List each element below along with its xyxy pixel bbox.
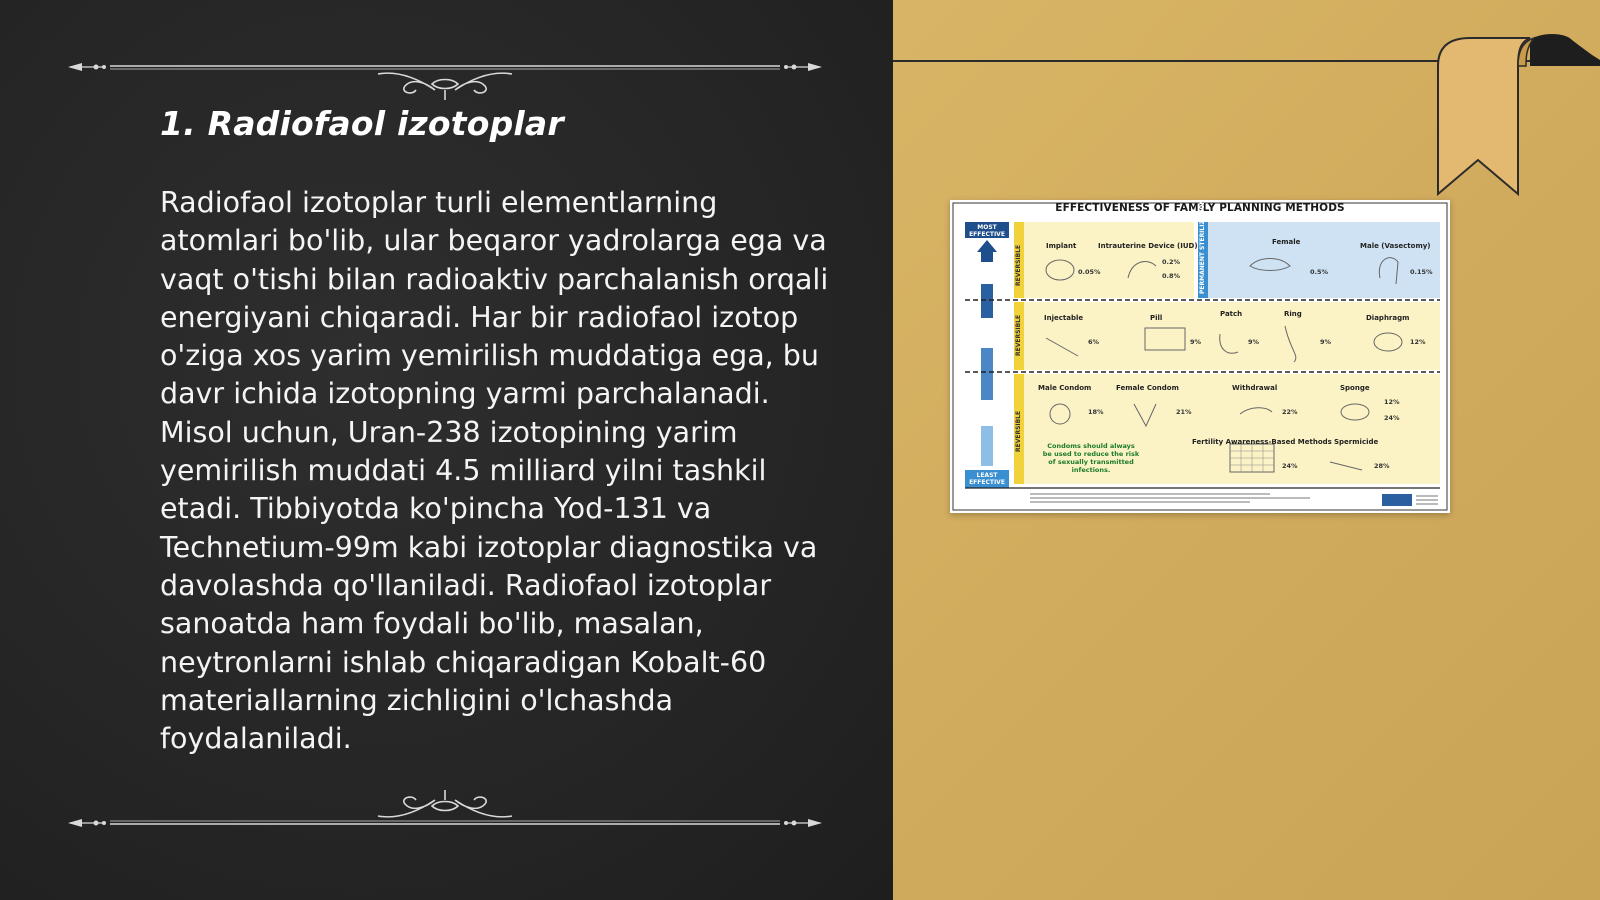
rate-injectable: 6% (1088, 338, 1100, 346)
rate-withdrawal: 22% (1282, 408, 1298, 416)
method-female: Female (1272, 238, 1301, 246)
method-patch: Patch (1220, 310, 1243, 318)
slide-title: 1. Radiofaol izotoplar (160, 104, 564, 143)
method-diaphragm: Diaphragm (1366, 314, 1410, 322)
rate-fertility-awareness: 24% (1282, 462, 1298, 470)
rate-iud: 0.2% (1162, 258, 1181, 266)
rate-pill: 9% (1190, 338, 1202, 346)
method-fertility-awareness: Fertility Awareness-Based Methods (1192, 438, 1332, 446)
scale-least-effective: LEAST EFFECTIVE (969, 472, 1005, 486)
rate-spermicide: 28% (1374, 462, 1390, 470)
method-sponge: Sponge (1340, 384, 1370, 392)
tier2-reversible-label: REVERSIBLE (1015, 314, 1022, 356)
method-iud: Intrauterine Device (IUD) (1098, 242, 1198, 250)
method-male-condom: Male Condom (1038, 384, 1092, 392)
rate-iud-copper: 0.8% (1162, 272, 1181, 280)
method-male: Male (Vasectomy) (1360, 242, 1431, 250)
method-withdrawal: Withdrawal (1232, 384, 1278, 392)
tier1-permanent-label: PERMANENT STERILIZATION (1199, 199, 1206, 294)
rate-patch: 9% (1248, 338, 1260, 346)
rate-female-condom: 21% (1176, 408, 1192, 416)
method-female-condom: Female Condom (1116, 384, 1179, 392)
method-injectable: Injectable (1044, 314, 1084, 322)
top-ornament (60, 40, 830, 100)
slide-body-text: Radiofaol izotoplar turli elementlarning atomlari bo'lib, ular beqaror yadrolarga ega va vaqt o'tishi bilan radioaktiv parchalanish orqali energiyani chiqaradi. Har bir radiofaol izotop o'ziga xos yarim yemirilish muddatiga ega, bu davr ichida izotopning yarmi parchalanadi. Misol uchun, Uran-238 izotopining yarim yemirilish muddati 4.5 milliard yilni tashkil etadi. Tibbiyotda ko'pincha Yod-131 va Technetium-99m kabi izotoplar diagnostika va davolashda qo'llaniladi. Radiofaol izotoplar sanoatda ham foydali bo'lib, masalan, neytronlarni ishlab chiqaradigan Kobalt-60 materiallarning zichligini o'lchashda foydalaniladi. (160, 186, 829, 756)
method-spermicide: Spermicide (1334, 438, 1379, 446)
rate-sponge-2: 24% (1384, 414, 1400, 422)
rate-ring: 9% (1320, 338, 1332, 346)
condom-note: Condoms should always be used to reduce the risk of sexually transmitted infections. (1042, 442, 1140, 474)
bookmark-ribbon (1430, 32, 1600, 202)
bottom-ornament (60, 770, 830, 830)
rate-female: 0.5% (1310, 268, 1329, 276)
rate-implant: 0.05% (1078, 268, 1101, 276)
rate-male-condom: 18% (1088, 408, 1104, 416)
rate-male: 0.15% (1410, 268, 1433, 276)
method-implant: Implant (1046, 242, 1077, 250)
scale-most-effective: MOST EFFECTIVE (969, 224, 1005, 238)
rate-sponge-1: 12% (1384, 398, 1400, 406)
method-pill: Pill (1150, 314, 1163, 322)
tier3-reversible-label: REVERSIBLE (1015, 410, 1022, 452)
tier1-reversible-label: REVERSIBLE (1015, 244, 1022, 286)
method-ring: Ring (1284, 310, 1302, 318)
rate-diaphragm: 12% (1410, 338, 1426, 346)
family-planning-chart-image (950, 200, 1450, 513)
chart-title: EFFECTIVENESS OF FAMILY PLANNING METHODS (1055, 202, 1345, 214)
